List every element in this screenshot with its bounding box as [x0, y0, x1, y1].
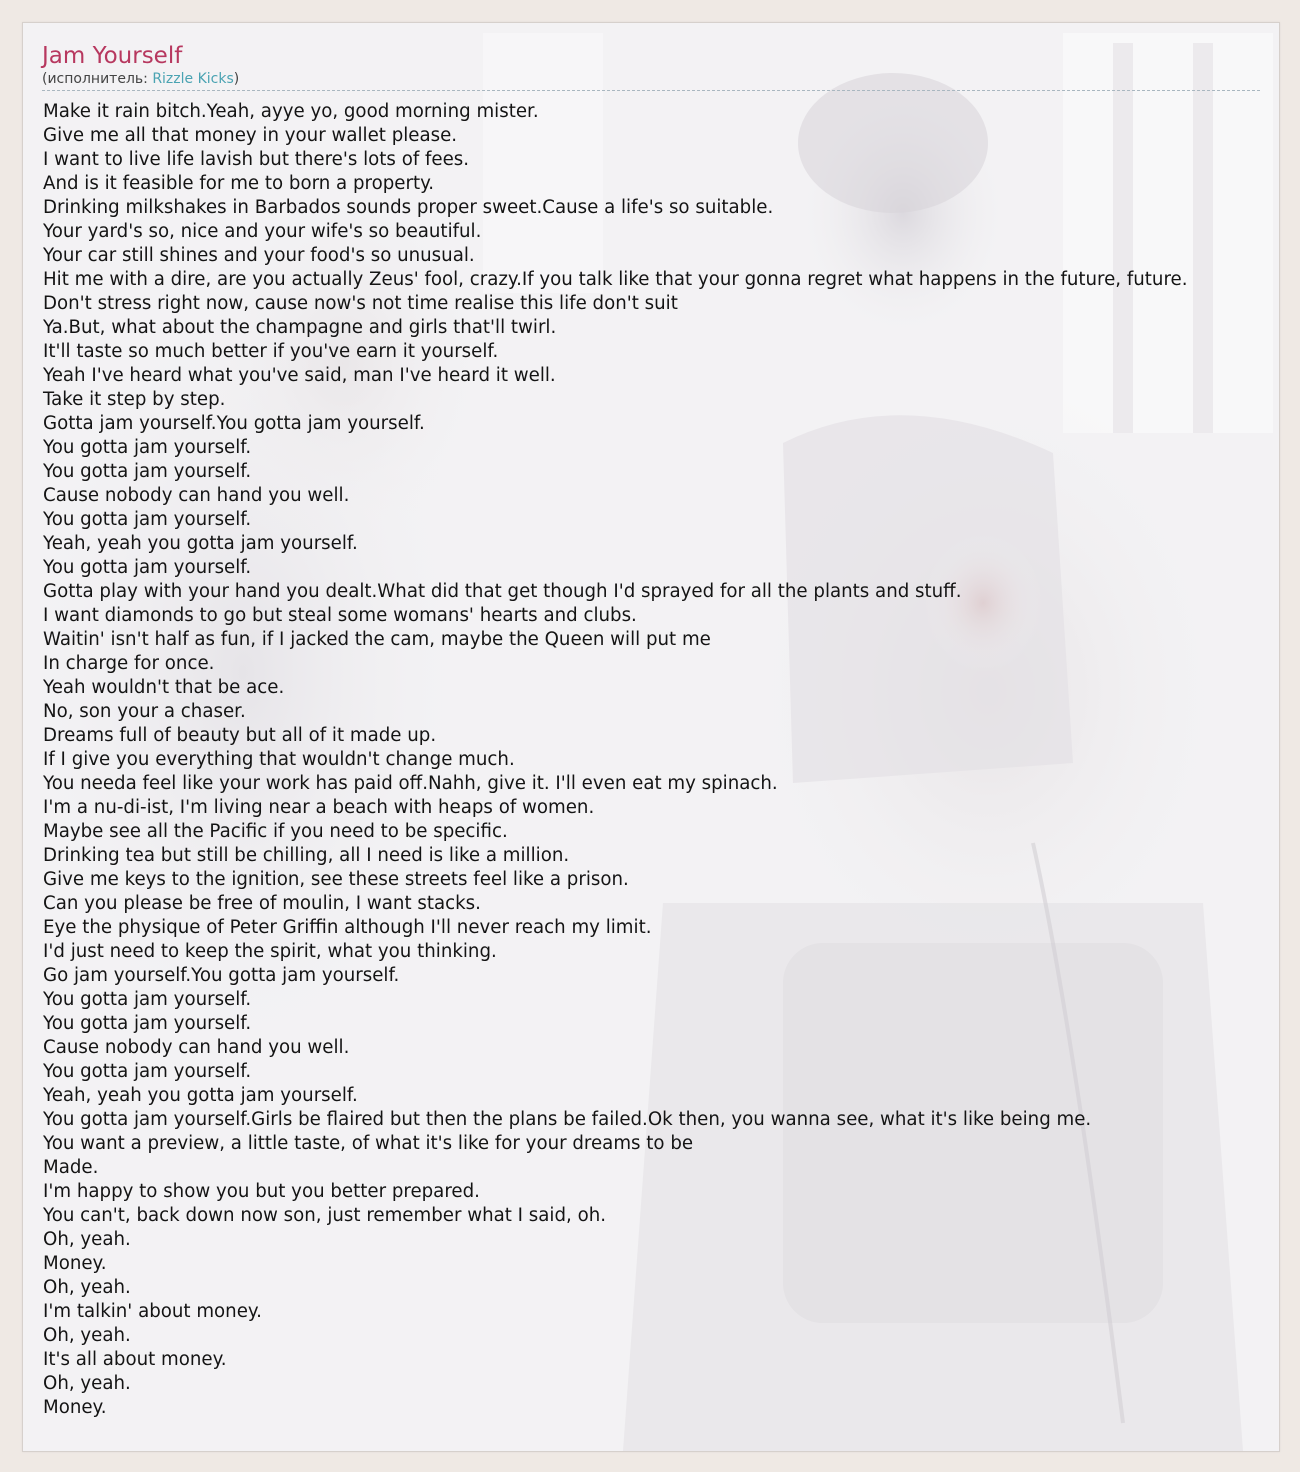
lyric-line: Dreams full of beauty but all of it made up.: [43, 725, 437, 746]
lyric-line: Cause nobody can hand you well.: [43, 1037, 350, 1058]
lyric-line: Take it step by step.: [43, 389, 226, 410]
artist-suffix: ): [233, 71, 240, 87]
lyric-line: Oh, yeah.: [43, 1277, 131, 1298]
lyric-line: Oh, yeah.: [43, 1325, 131, 1346]
lyric-line: I'd just need to keep the spirit, what you thinking.: [43, 941, 497, 962]
lyric-line: I'm talkin' about money.: [43, 1301, 262, 1322]
lyrics-card: [22, 22, 1280, 1452]
lyric-line: Your yard's so, nice and your wife's so beautiful.: [43, 221, 482, 242]
lyric-line: You gotta jam yourself.: [43, 557, 252, 578]
lyric-line: Waitin' isn't half as fun, if I jacked the cam, maybe the Queen will put me: [43, 629, 711, 650]
lyric-line: You want a preview, a little taste, of what it's like for your dreams to be: [43, 1133, 694, 1154]
lyric-line: Can you please be free of moulin, I want stacks.: [43, 893, 481, 914]
lyric-line: You gotta jam yourself.: [43, 1061, 252, 1082]
lyric-line: Oh, yeah.: [43, 1229, 131, 1250]
artist-prefix: (исполнитель:: [42, 71, 153, 87]
lyric-line: I'm happy to show you but you better prepared.: [43, 1181, 480, 1202]
lyric-line: Give me all that money in your wallet please.: [43, 125, 458, 146]
lyrics-text: [43, 100, 1280, 1420]
lyric-line: Yeah, yeah you gotta jam yourself.: [43, 533, 358, 554]
lyric-line: Cause nobody can hand you well.: [43, 485, 350, 506]
artist-line: [42, 71, 1260, 88]
lyric-line: You gotta jam yourself.: [43, 461, 252, 482]
lyric-line: Gotta play with your hand you dealt.What did that get though I'd sprayed for all the plants and stuff.: [43, 581, 962, 602]
lyric-line: I want to live life lavish but there's lots of fees.: [43, 149, 470, 170]
header-divider: [42, 90, 1260, 91]
lyric-line: Go jam yourself.You gotta jam yourself.: [43, 965, 400, 986]
lyric-line: I want diamonds to go but steal some womans' hearts and clubs.: [43, 605, 637, 626]
lyric-line: I'm a nu-di-ist, I'm living near a beach with heaps of women.: [43, 797, 595, 818]
lyric-line: You gotta jam yourself.Girls be flaired but then the plans be failed.Ok then, you wanna see, what it's like being me.: [43, 1109, 1092, 1130]
lyric-line: And is it feasible for me to born a property.: [43, 173, 435, 194]
lyric-line: You gotta jam yourself.: [43, 989, 252, 1010]
lyric-line: Money.: [43, 1397, 107, 1418]
lyric-line: Yeah wouldn't that be ace.: [43, 677, 285, 698]
lyric-line: You gotta jam yourself.: [43, 509, 252, 530]
lyric-line: Drinking milkshakes in Barbados sounds proper sweet.Cause a life's so suitable.: [43, 197, 774, 218]
lyric-line: In charge for once.: [43, 653, 215, 674]
lyric-line: Give me keys to the ignition, see these streets feel like a prison.: [43, 869, 629, 890]
lyric-line: Yeah, yeah you gotta jam yourself.: [43, 1085, 358, 1106]
lyric-line: Yeah I've heard what you've said, man I've heard it well.: [43, 365, 556, 386]
lyric-line: Hit me with a dire, are you actually Zeus' fool, crazy.If you talk like that your gonna regret what happens in the future, future.: [43, 269, 1188, 290]
lyric-line: Don't stress right now, cause now's not time realise this life don't suit: [43, 293, 678, 314]
song-title: Jam Yourself: [42, 43, 183, 69]
lyric-line: No, son your a chaser.: [43, 701, 246, 722]
lyric-line: Money.: [43, 1253, 107, 1274]
lyric-line: It's all about money.: [43, 1349, 227, 1370]
lyric-line: You needa feel like your work has paid off.Nahh, give it. I'll even eat my spinach.: [43, 773, 778, 794]
lyric-line: Gotta jam yourself.You gotta jam yourself.: [43, 413, 425, 434]
lyric-line: Made.: [43, 1157, 99, 1178]
lyric-line: Maybe see all the Pacific if you need to be specific.: [43, 821, 508, 842]
lyric-line: If I give you everything that wouldn't change much.: [43, 749, 515, 770]
lyric-line: You gotta jam yourself.: [43, 437, 252, 458]
song-header: [42, 41, 1260, 88]
artist-link[interactable]: Rizzle Kicks: [152, 71, 234, 87]
lyric-line: Your car still shines and your food's so unusual.: [43, 245, 475, 266]
lyric-line: Oh, yeah.: [43, 1373, 131, 1394]
lyric-line: You gotta jam yourself.: [43, 1013, 252, 1034]
lyric-line: You can't, back down now son, just remember what I said, oh.: [43, 1205, 607, 1226]
lyric-line: Drinking tea but still be chilling, all I need is like a million.: [43, 845, 570, 866]
lyric-line: It'll taste so much better if you've earn it yourself.: [43, 341, 499, 362]
lyric-line: Ya.But, what about the champagne and girls that'll twirl.: [43, 317, 557, 338]
lyric-line: Make it rain bitch.Yeah, ayye yo, good morning mister.: [43, 101, 539, 122]
lyric-line: Eye the physique of Peter Griffin although I'll never reach my limit.: [43, 917, 652, 938]
